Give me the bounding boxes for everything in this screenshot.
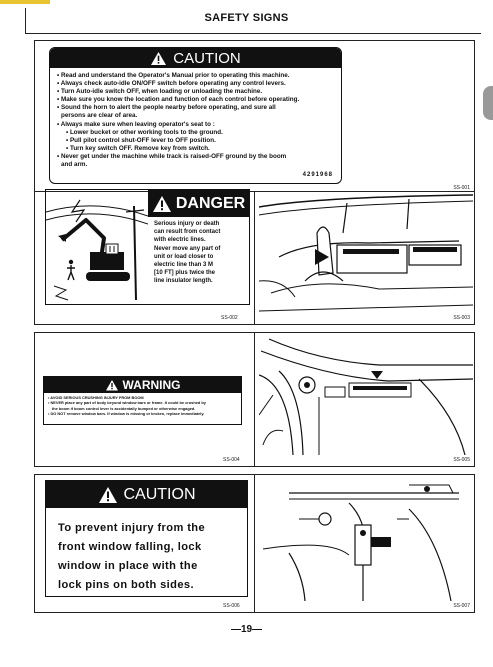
page-title: SAFETY SIGNS [204, 12, 289, 24]
figure-label-ss001: SS-001 [453, 185, 470, 191]
caution-decal-header [46, 481, 247, 508]
warning-decal-header [44, 377, 241, 393]
caution-decal-front-window [45, 480, 248, 597]
panel-divider [254, 333, 255, 466]
danger-line: with electric lines. [154, 237, 206, 244]
decal-part-number: 4291968 [302, 172, 333, 178]
instruction-item: • Never get under the machine while track is raised-OFF ground by the boom [57, 152, 287, 160]
instruction-item: • Always make sure when leaving operator's seat to : [57, 120, 215, 128]
danger-title: DANGER [175, 194, 246, 212]
caution-line: window in place with the [58, 560, 198, 572]
figure-label-ss007: SS-007 [453, 603, 470, 609]
instruction-item: • Always check auto-idle ON/OFF switch before operating any control levers. [57, 80, 286, 88]
cab-window-frame-illustration [259, 335, 473, 455]
caution-title: CAUTION [173, 49, 241, 67]
instruction-item: • Sound the horn to alert the people nearby before operating, and sure all [57, 104, 276, 112]
danger-decal-header [148, 190, 249, 217]
panel-divider [254, 475, 255, 612]
danger-line: line insulator length. [154, 278, 213, 285]
warning-triangle-icon [152, 195, 172, 213]
caution-title: CAUTION [123, 485, 196, 503]
header-rule [25, 33, 481, 34]
figure-label-ss004: SS-004 [223, 457, 240, 463]
warning-line: • DO NOT remove window bars. If window is missing or broken, replace immediately. [48, 410, 205, 416]
page-number: —19— [230, 624, 263, 635]
warning-decal-boom-crush [43, 376, 242, 425]
instruction-subitem: • Lower bucket or other working tools to the ground. [66, 128, 223, 136]
danger-line: [10 FT] plus twice the [154, 270, 216, 277]
danger-line: electric line than 3 M [154, 262, 214, 269]
excavator-power-line-pictogram [46, 190, 148, 303]
danger-decal-electric-lines [45, 189, 250, 305]
danger-line: can result from contact [154, 229, 221, 236]
section-tab-marker [0, 0, 50, 4]
figure-label-ss005: SS-005 [453, 457, 470, 463]
warning-message [44, 393, 241, 416]
instruction-item: persons are clear of area. [61, 112, 138, 120]
danger-line: Never move any part of [154, 245, 221, 252]
safety-panel-3 [34, 474, 475, 613]
figure-label-ss002: SS-002 [221, 315, 238, 321]
instruction-subitem: • Pull pilot control shut-OFF lever to OFF position. [66, 136, 216, 144]
warning-triangle-icon [98, 486, 118, 504]
caution-line: front window falling, lock [58, 541, 202, 553]
warning-line: • AVOID SERIOUS CRUSHING INJURY FROM BOOM [48, 395, 144, 400]
danger-line: Serious injury or death [154, 221, 220, 227]
caution-decal-header [50, 48, 341, 68]
warning-triangle-icon [105, 379, 119, 391]
instruction-subitem: • Turn key switch OFF. Remove key from switch. [66, 144, 210, 152]
danger-line: unit or load closer to [154, 253, 214, 260]
figure-label-ss003: SS-003 [453, 315, 470, 321]
warning-line: the boom if boom control lever is accidentally bumped or otherwise engaged. [52, 405, 196, 411]
caution-decal-operators-manual [49, 47, 342, 184]
instruction-item: and arm. [61, 161, 88, 169]
panel-divider [254, 191, 255, 324]
front-window-lock-pin-illustration [259, 479, 473, 601]
operator-console-illustration [259, 193, 473, 313]
caution-instructions [50, 68, 341, 169]
warning-title: WARNING [122, 378, 181, 392]
warning-triangle-icon [150, 51, 167, 66]
instruction-item: • Turn Auto-idle switch OFF, when loading or unloading the machine. [57, 88, 263, 96]
danger-message [154, 220, 246, 286]
caution-line: lock pins on both sides. [58, 579, 194, 591]
side-thumb-tab [483, 86, 493, 120]
safety-panel-2 [34, 332, 475, 467]
figure-label-ss006: SS-006 [223, 603, 240, 609]
caution-line: To prevent injury from the [58, 522, 206, 534]
instruction-item: • Make sure you know the location and function of each control before operating. [57, 96, 300, 104]
safety-panel-1 [34, 40, 475, 325]
instruction-item: • Read and understand the Operator's Manual prior to operating this machine. [57, 72, 290, 79]
warning-line: • NEVER place any part of body beyond window bars or frame. It could be crushed by [48, 400, 206, 406]
caution-message [46, 508, 247, 595]
